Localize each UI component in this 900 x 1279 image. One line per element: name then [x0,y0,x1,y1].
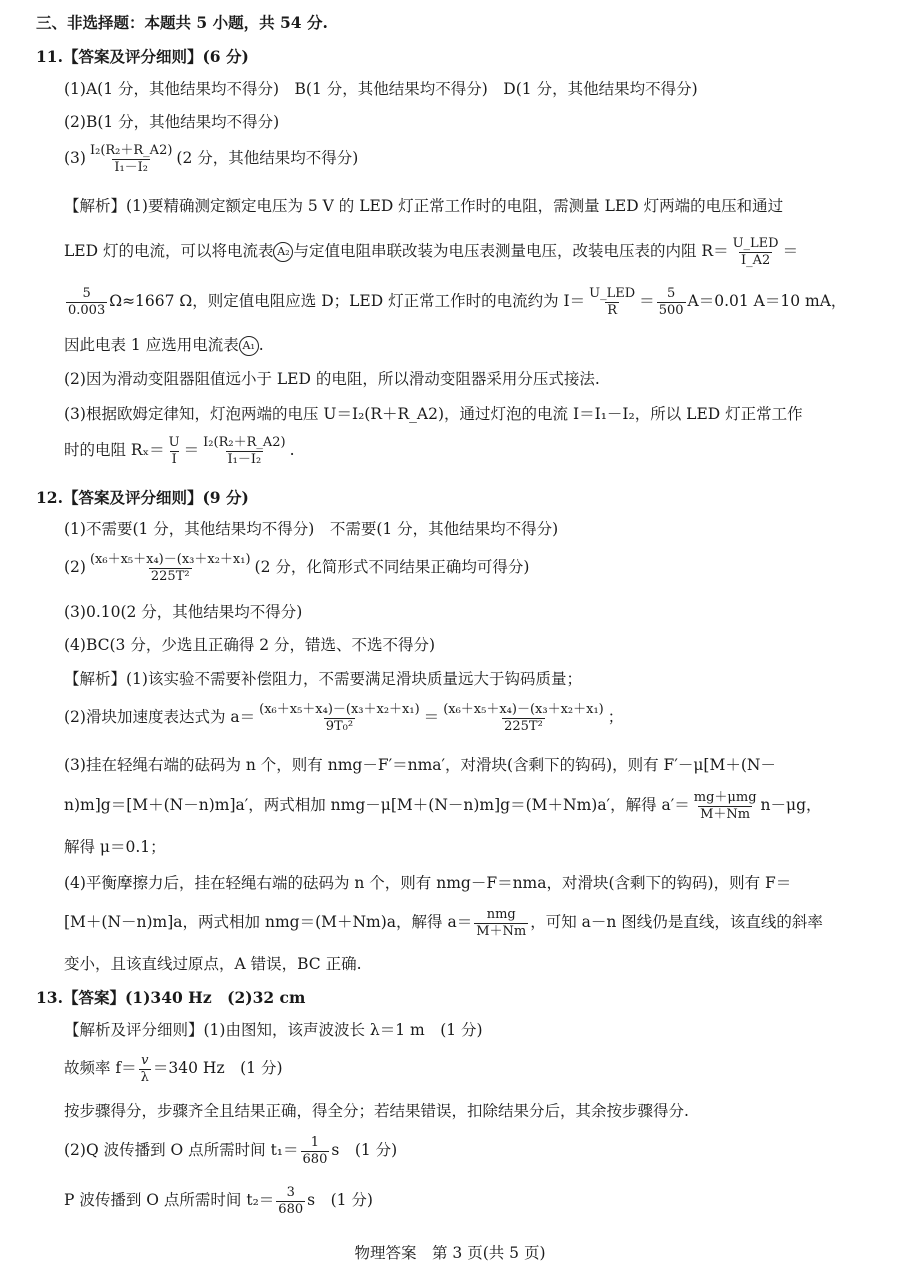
q13-explanation-3: 按步骤得分，步骤齐全且结果正确，得全分；若结果错误，扣除结果分后，其余按步骤得分. [64,1102,689,1120]
q11-exp2-denominator: I_A2 [740,252,771,268]
q11-exp2-a: LED 灯的电流，可以将电流表 [64,242,274,261]
ammeter-a1-symbol: A₁ [239,336,259,356]
q11-explanation-5: (2)因为滑动变阻器阻值远小于 LED 的电阻，所以滑动变阻器采用分压式接法. [64,370,600,388]
q12-exp4-fraction [692,790,759,822]
q12-a2-fraction [88,552,253,584]
ammeter-a2-symbol: A₂ [273,242,293,262]
q13-exp4-b: s (1 分) [331,1141,398,1160]
q11-exp7-c: . [289,441,295,460]
q11-exp3-fraction-3 [657,286,686,318]
q12-exp2-b: ＝ [423,708,440,727]
q11-a3-prefix: (3) [64,149,86,168]
q12-exp2-a: (2)滑块加速度表达式为 a＝ [64,708,256,727]
q13-exp5-a: P 波传播到 O 点所需时间 t₂＝ [64,1191,275,1210]
q13-explanation-1: 【解析及评分细则】(1)由图知，该声波波长 λ＝1 m (1 分) [64,1021,483,1039]
q12-exp4-numerator: mg＋μmg [693,790,757,805]
section-header: 三、非选择题：本题共 5 小题，共 54 分. [36,13,328,32]
q12-exp4-denominator: M＋Nm [700,806,751,822]
q11-exp2-c: ＝ [782,242,799,261]
q13-explanation-4 [64,1135,397,1167]
q11-exp3-denominator-1: 0.003 [68,302,106,318]
q11-exp7-numerator-1: U [168,435,180,450]
q11-answer-1: (1)A(1 分，其他结果均不得分) B(1 分，其他结果均不得分) D(1 分，其他结果均不得分) [64,80,698,98]
q12-exp2-c: ； [607,708,624,727]
q12-exp7-b: ，可知 a－n 图线仍是直线，该直线的斜率 [530,913,823,932]
q11-explanation-1: 【解析】(1)要精确测定额定电压为 5 V 的 LED 灯正常工作时的电阻，需测量 LED 灯两端的电压和通过 [64,197,784,215]
q11-exp7-a: 时的电阻 Rₓ＝ [64,441,165,460]
q11-exp3-c: A＝0.01 A＝10 mA， [687,292,847,311]
q13-exp4-fraction [301,1135,330,1167]
q11-exp2-fraction [731,236,781,268]
q12-exp2-fraction-2 [441,702,606,734]
q11-a3-suffix: (2 分，其他结果均不得分) [176,149,359,168]
q12-exp7-numerator: nmg [486,907,516,922]
q13-exp2-fraction [139,1053,151,1085]
q12-heading: 12.【答案及评分细则】(9 分) [36,488,249,507]
q11-exp7-denominator-2: I₁－I₂ [227,451,262,467]
q11-exp3-fraction-1 [66,286,107,318]
q12-answer-4: (4)BC(3 分，少选且正确得 2 分，错选、不选不得分) [64,636,436,654]
page-footer: 物理答案 第 3 页(共 5 页) [354,1244,546,1262]
q13-exp4-denominator: 680 [302,1151,328,1167]
q13-exp2-b: ＝340 Hz (1 分) [152,1059,283,1078]
q13-exp5-fraction [276,1185,305,1217]
q12-exp7-fraction [474,907,528,939]
q12-exp2-numerator-2: (x₆＋x₅＋x₄)－(x₃＋x₂＋x₁) [443,702,604,717]
q12-exp4-a: n)m]g＝[M＋(N－n)m]a′，两式相加 nmg－μ[M＋(N－n)m]g＝(M＋Nm)a′，解得 a′＝ [64,796,690,815]
q11-exp2-numerator: U_LED [732,236,779,251]
q13-exp5-denominator: 680 [278,1201,304,1217]
q12-exp7-a: [M＋(N－n)m]a，两式相加 nmg＝(M＋Nm)a，解得 a＝ [64,913,473,932]
q11-answer-3 [64,143,358,175]
q11-explanation-4 [64,336,264,356]
q11-explanation-3 [64,286,846,318]
q13-exp2-a: 故频率 f＝ [64,1059,137,1078]
q11-exp7-denominator-1: I [171,451,177,467]
q11-exp7-numerator-2: I₂(R₂＋R_A2) [203,435,286,450]
q12-exp2-numerator-1: (x₆＋x₅＋x₄)－(x₃＋x₂＋x₁) [259,702,420,717]
q13-exp4-a: (2)Q 波传播到 O 点所需时间 t₁＝ [64,1141,299,1160]
q13-exp2-denominator: λ [140,1069,149,1085]
q11-exp4-b: . [258,336,264,354]
q12-explanation-8: 变小，且该直线过原点，A 错误，BC 正确. [64,955,362,973]
q11-exp3-denominator-2: R [607,302,618,318]
q13-exp5-b: s (1 分) [307,1191,373,1210]
q12-explanation-6: (4)平衡摩擦力后，挂在轻绳右端的砝码为 n 个，则有 nmg－F＝nma，对滑块(含剩下的钩码)，则有 F＝ [64,874,792,892]
q11-exp3-fraction-2 [587,286,637,318]
q11-exp2-b: 与定值电阻串联改装为电压表测量电压，改装电压表的内阻 R＝ [293,242,729,261]
q12-a2-numerator: (x₆＋x₅＋x₄)－(x₃＋x₂＋x₁) [89,552,251,567]
q11-exp4-a: 因此电表 1 应选用电流表 [64,336,239,354]
q12-explanation-2 [64,702,623,734]
q12-explanation-7 [64,907,823,939]
q11-exp3-b: ＝ [639,292,655,311]
q11-a3-denominator: I₁－I₂ [114,159,149,175]
q13-exp4-numerator: 1 [310,1135,320,1150]
q12-explanation-5: 解得 μ＝0.1； [64,838,166,856]
q13-explanation-2 [64,1053,283,1085]
q11-exp3-numerator-1: 5 [82,286,91,301]
q11-exp3-numerator-2: U_LED [589,286,636,301]
q12-exp2-denominator-2: 225T² [504,718,543,734]
q11-answer-2: (2)B(1 分，其他结果均不得分) [64,113,280,131]
q12-explanation-3: (3)挂在轻绳右端的砝码为 n 个，则有 nmg－F′＝nma′，对滑块(含剩下的钩码)，则有 F′－μ[M＋(N－ [64,756,776,774]
q11-explanation-7 [64,435,295,467]
q12-answer-3: (3)0.10(2 分，其他结果均不得分) [64,603,303,621]
q12-answer-1: (1)不需要(1 分，其他结果均不得分) 不需要(1 分，其他结果均不得分) [64,520,559,538]
q12-exp2-fraction-1 [257,702,422,734]
q11-explanation-2 [64,236,798,268]
q11-exp3-denominator-3: 500 [658,302,684,318]
q11-exp3-numerator-3: 5 [666,286,676,301]
q11-exp7-fraction-1 [167,435,182,467]
q12-a2-prefix: (2) [64,558,86,577]
q11-a3-fraction [88,143,174,175]
q11-exp3-a: Ω≈1667 Ω，则定值电阻应选 D；LED 灯正常工作时的电流约为 I＝ [109,292,586,311]
q11-exp7-fraction-2 [201,435,287,467]
q12-exp4-b: n－μg， [760,796,822,815]
q11-exp7-b: ＝ [183,441,200,460]
q12-exp2-denominator-1: 9T₀² [325,718,354,734]
q11-heading: 11.【答案及评分细则】(6 分) [36,47,249,66]
q12-explanation-1: 【解析】(1)该实验不需要补偿阻力，不需要满足滑块质量远大于钩码质量； [64,670,582,688]
q12-exp7-denominator: M＋Nm [476,923,527,939]
q13-explanation-5 [64,1185,373,1217]
q13-exp5-numerator: 3 [286,1185,295,1200]
q13-heading: 13.【答案】(1)340 Hz (2)32 cm [36,988,306,1007]
q12-answer-2 [64,552,529,584]
q12-a2-denominator: 225T² [150,568,190,584]
q12-a2-suffix: (2 分，化简形式不同结果正确均可得分) [254,558,530,577]
q11-explanation-6: (3)根据欧姆定律知，灯泡两端的电压 U＝I₂(R＋R_A2)，通过灯泡的电流 I＝I₁－I₂，所以 LED 灯正常工作 [64,405,803,423]
q13-exp2-numerator: v [141,1053,149,1068]
q11-a3-numerator: I₂(R₂＋R_A2) [89,143,173,158]
q12-explanation-4 [64,790,822,822]
